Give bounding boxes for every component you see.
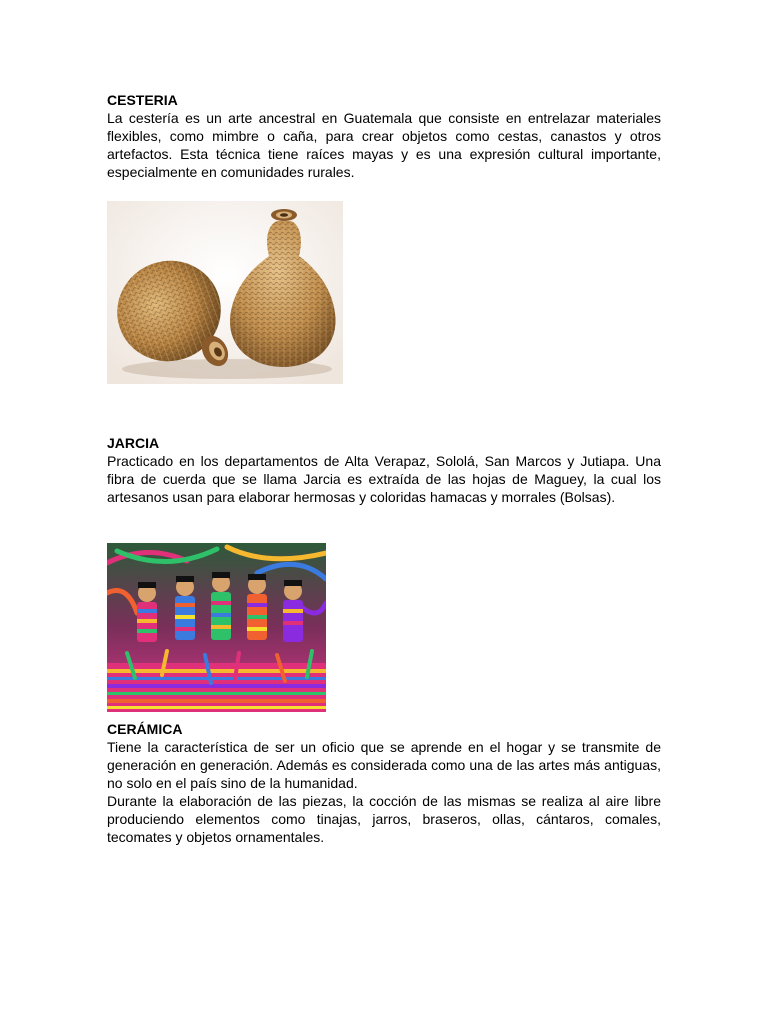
section-paragraph-ceramica-2: Durante la elaboración de las piezas, la cocción de las mismas se realiza al aire libre produciendo elementos como tinajas, jarros, braseros, ollas, cántaros, comales, tecomates y objetos ornamentales. bbox=[107, 793, 661, 845]
section-paragraph-jarcia: Practicado en los departamentos de Alta Verapaz, Sololá, San Marcos y Jutiapa. Una fibra de cuerda que se llama Jarcia es extraída de las hojas de Maguey, la cual los artesanos usan para elaborar hermosas y coloridas hamacas y morrales (Bolsas). bbox=[107, 453, 661, 505]
section-jarcia bbox=[107, 435, 661, 506]
section-paragraph-cesteria: La cestería es un arte ancestral en Guatemala que consiste en entrelazar materiales flexibles, como mimbre o caña, para crear objetos como cestas, canastos y otros artefactos. Esta técnica tiene raíces mayas y es una expresión cultural importante, especialmente en comunidades rurales. bbox=[107, 110, 661, 180]
section-cesteria bbox=[107, 92, 661, 181]
woven-basket-gourds-icon bbox=[107, 201, 343, 384]
worry-dolls-icon bbox=[107, 543, 326, 712]
section-heading-cesteria: CESTERIA bbox=[107, 92, 178, 108]
section-heading-jarcia: JARCIA bbox=[107, 435, 160, 451]
section-ceramica bbox=[107, 721, 661, 846]
section-paragraph-ceramica-1: Tiene la característica de ser un oficio que se aprende en el hogar y se transmite de generación en generación. Además es considerada como una de las artes más antiguas, no solo en el país sino de la humanidad. bbox=[107, 739, 661, 791]
section-heading-ceramica: CERÁMICA bbox=[107, 721, 183, 737]
